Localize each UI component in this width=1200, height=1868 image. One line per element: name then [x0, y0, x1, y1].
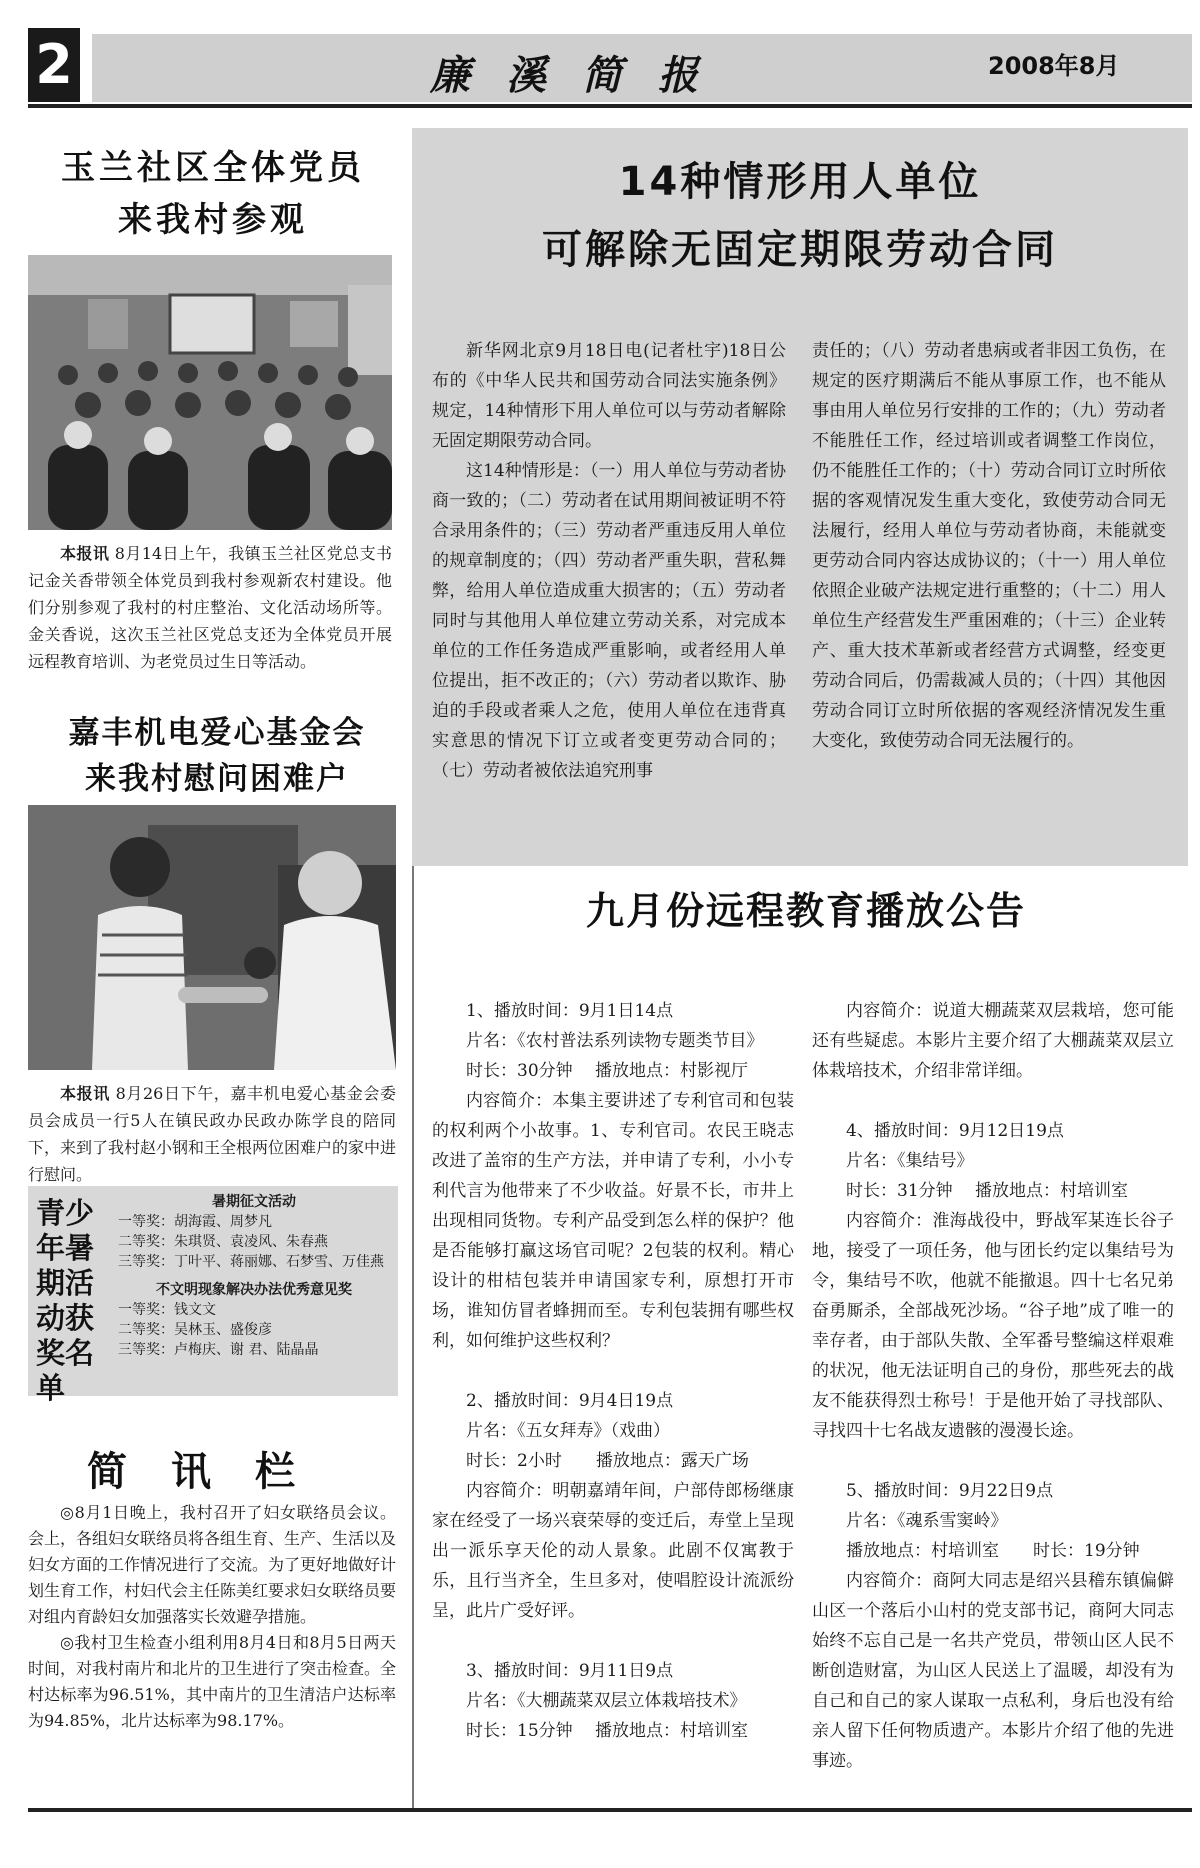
program-summary: 内容简介：商阿大同志是绍兴县稽东镇偏僻山区一个落后小山村的党支部书记，商阿大同志始终不忘自己是一名共产党员，带领山区人民不断创造财富，为山区人民送上了温暖，却没有为自己和自己的家人谋取一点私利，身后也没有给亲人留下任何物质遗产。本影片介绍了他的先进事迹。	[812, 1571, 1174, 1771]
masthead-rule	[28, 104, 1192, 108]
briefs-body	[28, 1500, 396, 1734]
briefs-title: 简讯栏	[87, 1449, 339, 1495]
program-time: 4、播放时间：9月12日19点	[846, 1121, 1064, 1141]
feature-paragraph: 这14种情形是：（一）用人单位与劳动者协商一致的；（二）劳动者在试用期间被证明不符合录用条件的；（三）劳动者严重违反用人单位的规章制度的；（四）劳动者严重失职，营私舞弊，给用人单位造成重大损害的；（五）劳动者同时与其他用人单位建立劳动关系，对完成本单位的工作任务造成严重影响，或者经用人单位提出，拒不改正的；（六）劳动者以欺诈、胁迫的手段或者乘人之危，使用人单位在违背真实意思的情况下订立或者变更劳动合同的；（七）劳动者被依法追究刑事	[432, 461, 786, 781]
story1-headline-line1: 玉兰社区全体党员	[61, 148, 365, 188]
newspaper-title: 廉溪简报	[430, 53, 734, 99]
award-line: 二等奖：朱琪贤、袁凌风、朱春燕	[118, 1234, 328, 1250]
story2-text: 8月26日下午，嘉丰机电爱心基金会委员会成员一行5人在镇民政办民政办陈学良的陪同下，来到了我村赵小钢和王全根两位困难户的家中进行慰问。	[28, 1084, 397, 1184]
feature-headline-line1: 14种情形用人单位	[618, 159, 982, 205]
program-duration: 时长：31分钟 播放地点：村培训室	[846, 1181, 1129, 1201]
program-name: 片名：《农村普法系列读物专题类节目》	[466, 1031, 764, 1051]
story2-headline	[28, 710, 406, 802]
visit-photo	[28, 805, 396, 1070]
visit-photo-illustration	[28, 805, 396, 1070]
story2-headline-line1: 嘉丰机电爱心基金会	[68, 715, 366, 751]
feature-paragraph-continued: 责任的；（八）劳动者患病或者非因工负伤，在规定的医疗期满后不能从事原工作，也不能从事由用人单位另行安排的工作的；（九）劳动者不能胜任工作，经过培训或者调整工作岗位，仍不能胜任工作的；（十）劳动合同订立时所依据的客观情况发生重大变化，致使劳动合同无法履行，经用人单位与劳动者协商，未能就变更劳动合同内容达成协议的；（十一）用人单位依照企业破产法规定进行重整的；（十二）用人单位生产经营发生严重困难的；（十三）企业转产、重大技术革新或者经营方式调整，经变更劳动合同后，仍需裁减人员的；（十四）其他因劳动合同订立时所依据的客观经济情况发生重大变化，致使劳动合同无法履行的。	[812, 341, 1166, 751]
story2-tag: 本报讯	[60, 1084, 110, 1103]
story1-headline-line2: 来我村参观	[118, 200, 308, 240]
program-name: 片名：《集结号》	[846, 1151, 974, 1171]
award-line: 一等奖：钱文文	[118, 1302, 216, 1318]
program-name: 片名：《魂系雪窦岭》	[846, 1511, 1008, 1531]
story1-tag: 本报讯	[60, 544, 110, 563]
program-duration: 时长：15分钟 播放地点：村培训室	[466, 1721, 749, 1741]
edu-title: 九月份远程教育播放公告	[585, 889, 1026, 933]
program-time: 2、播放时间：9月4日19点	[466, 1391, 674, 1411]
program-duration: 播放地点：村培训室 时长：19分钟	[846, 1541, 1140, 1561]
award-line: 一等奖：胡海霞、周梦凡	[118, 1214, 272, 1230]
story1-headline	[28, 142, 398, 246]
feature-headline	[420, 148, 1180, 284]
program-name: 片名：《大棚蔬菜双层立体栽培技术》	[466, 1691, 747, 1711]
brief-item: ◎8月1日晚上，我村召开了妇女联络员会议。会上，各组妇女联络员将各组生育、生产、生活以及妇女方面的工作情况进行了交流。为了更好地做好计划生育工作，村妇代会主任陈美红要求妇女联络员要对组内育龄妇女加强落实长效避孕措施。	[28, 1503, 397, 1626]
feature-headline-line2: 可解除无固定期限劳动合同	[542, 227, 1058, 273]
edu-column-1	[432, 996, 794, 1746]
program-time: 3、播放时间：9月11日9点	[466, 1661, 674, 1681]
meeting-photo	[28, 255, 392, 530]
program-name: 片名：《五女拜寿》（戏曲）	[466, 1421, 670, 1441]
program-duration: 时长：2小时 播放地点：露天广场	[466, 1451, 749, 1471]
story2-headline-line2: 来我村慰问困难户	[85, 761, 349, 797]
feature-column-2	[812, 336, 1166, 756]
award-side-title: 青少年暑期活动获奖名单	[36, 1196, 95, 1405]
meeting-photo-illustration	[28, 255, 392, 530]
award-line: 三等奖：丁叶平、蒋丽娜、石梦雪、万佳燕	[118, 1254, 384, 1270]
award-line: 二等奖：吴林玉、盛俊彦	[118, 1322, 272, 1338]
story2-body	[28, 1080, 396, 1188]
bottom-rule	[28, 1808, 1192, 1812]
page-number: 2	[28, 28, 80, 102]
story1-body	[28, 540, 392, 675]
feature-column-1	[432, 336, 786, 786]
program-summary: 内容简介：说道大棚蔬菜双层栽培，您可能还有些疑虑。本影片主要介绍了大棚蔬菜双层立体栽培技术，介绍非常详细。	[812, 1001, 1174, 1081]
program-summary: 内容简介：明朝嘉靖年间，户部侍郎杨继康家在经受了一场兴衰荣辱的变迁后，寿堂上呈现出一派乐享天伦的动人景象。此剧不仅寓教于乐，且行当齐全，生旦多对，使唱腔设计流派纷呈，此片广受好评。	[432, 1481, 794, 1621]
feature-paragraph: 新华网北京9月18日电(记者杜宇)18日公布的《中华人民共和国劳动合同法实施条例》规定，14种情形下用人单位可以与劳动者解除无固定期限劳动合同。	[432, 341, 786, 451]
award-group2-title: 不文明现象解决办法优秀意见奖	[156, 1282, 352, 1298]
brief-item: ◎我村卫生检查小组利用8月4日和8月5日两天时间，对我村南片和北片的卫生进行了突击检查。全村达标率为96.51%，其中南片的卫生清洁户达标率为94.85%，北片达标率为98.17%。	[28, 1633, 397, 1730]
award-line: 三等奖：卢梅庆、谢 君、陆晶晶	[118, 1342, 319, 1358]
award-list	[118, 1192, 390, 1360]
edu-column-2	[812, 996, 1174, 1776]
story1-text: 8月14日上午，我镇玉兰社区党总支书记金关香带领全体党员到我村参观新农村建设。他们分别参观了我村的村庄整治、文化活动场所等。金关香说，这次玉兰社区党总支还为全体党员开展远程教育培训、为老党员过生日等活动。	[28, 544, 392, 671]
program-time: 5、播放时间：9月22日9点	[846, 1481, 1054, 1501]
program-summary: 内容简介：本集主要讲述了专利官司和包装的权利两个小故事。1、专利官司。农民王晓志改进了盖帘的生产方法，并申请了专利，小小专利代言为他带来了不少收益。好景不长，市井上出现相同货物。专利产品受到怎么样的保护？他是否能够打赢这场官司呢？2包装的权利。精心设计的柑桔包装并申请国家专利，原想打开市场，谁知仿冒者蜂拥而至。专利包装拥有哪些权利，如何维护这些权利？	[432, 1091, 794, 1351]
award-group1-title: 暑期征文活动	[212, 1194, 296, 1210]
program-duration: 时长：30分钟 播放地点：村影视厅	[466, 1061, 749, 1081]
issue-date: 2008年8月	[988, 52, 1120, 80]
program-summary: 内容简介：淮海战役中，野战军某连长谷子地，接受了一项任务，他与团长约定以集结号为令，集结号不吹，他就不能撤退。四十七名兄弟奋勇厮杀，全部战死沙场。“谷子地”成了唯一的幸存者，由于部队失散、全军番号整编这样艰难的状况，他无法证明自己的身份，那些死去的战友不能获得烈士称号！于是他开始了寻找部队、寻找四十七名战友遗骸的漫漫长途。	[812, 1211, 1174, 1441]
program-time: 1、播放时间：9月1日14点	[466, 1001, 674, 1021]
